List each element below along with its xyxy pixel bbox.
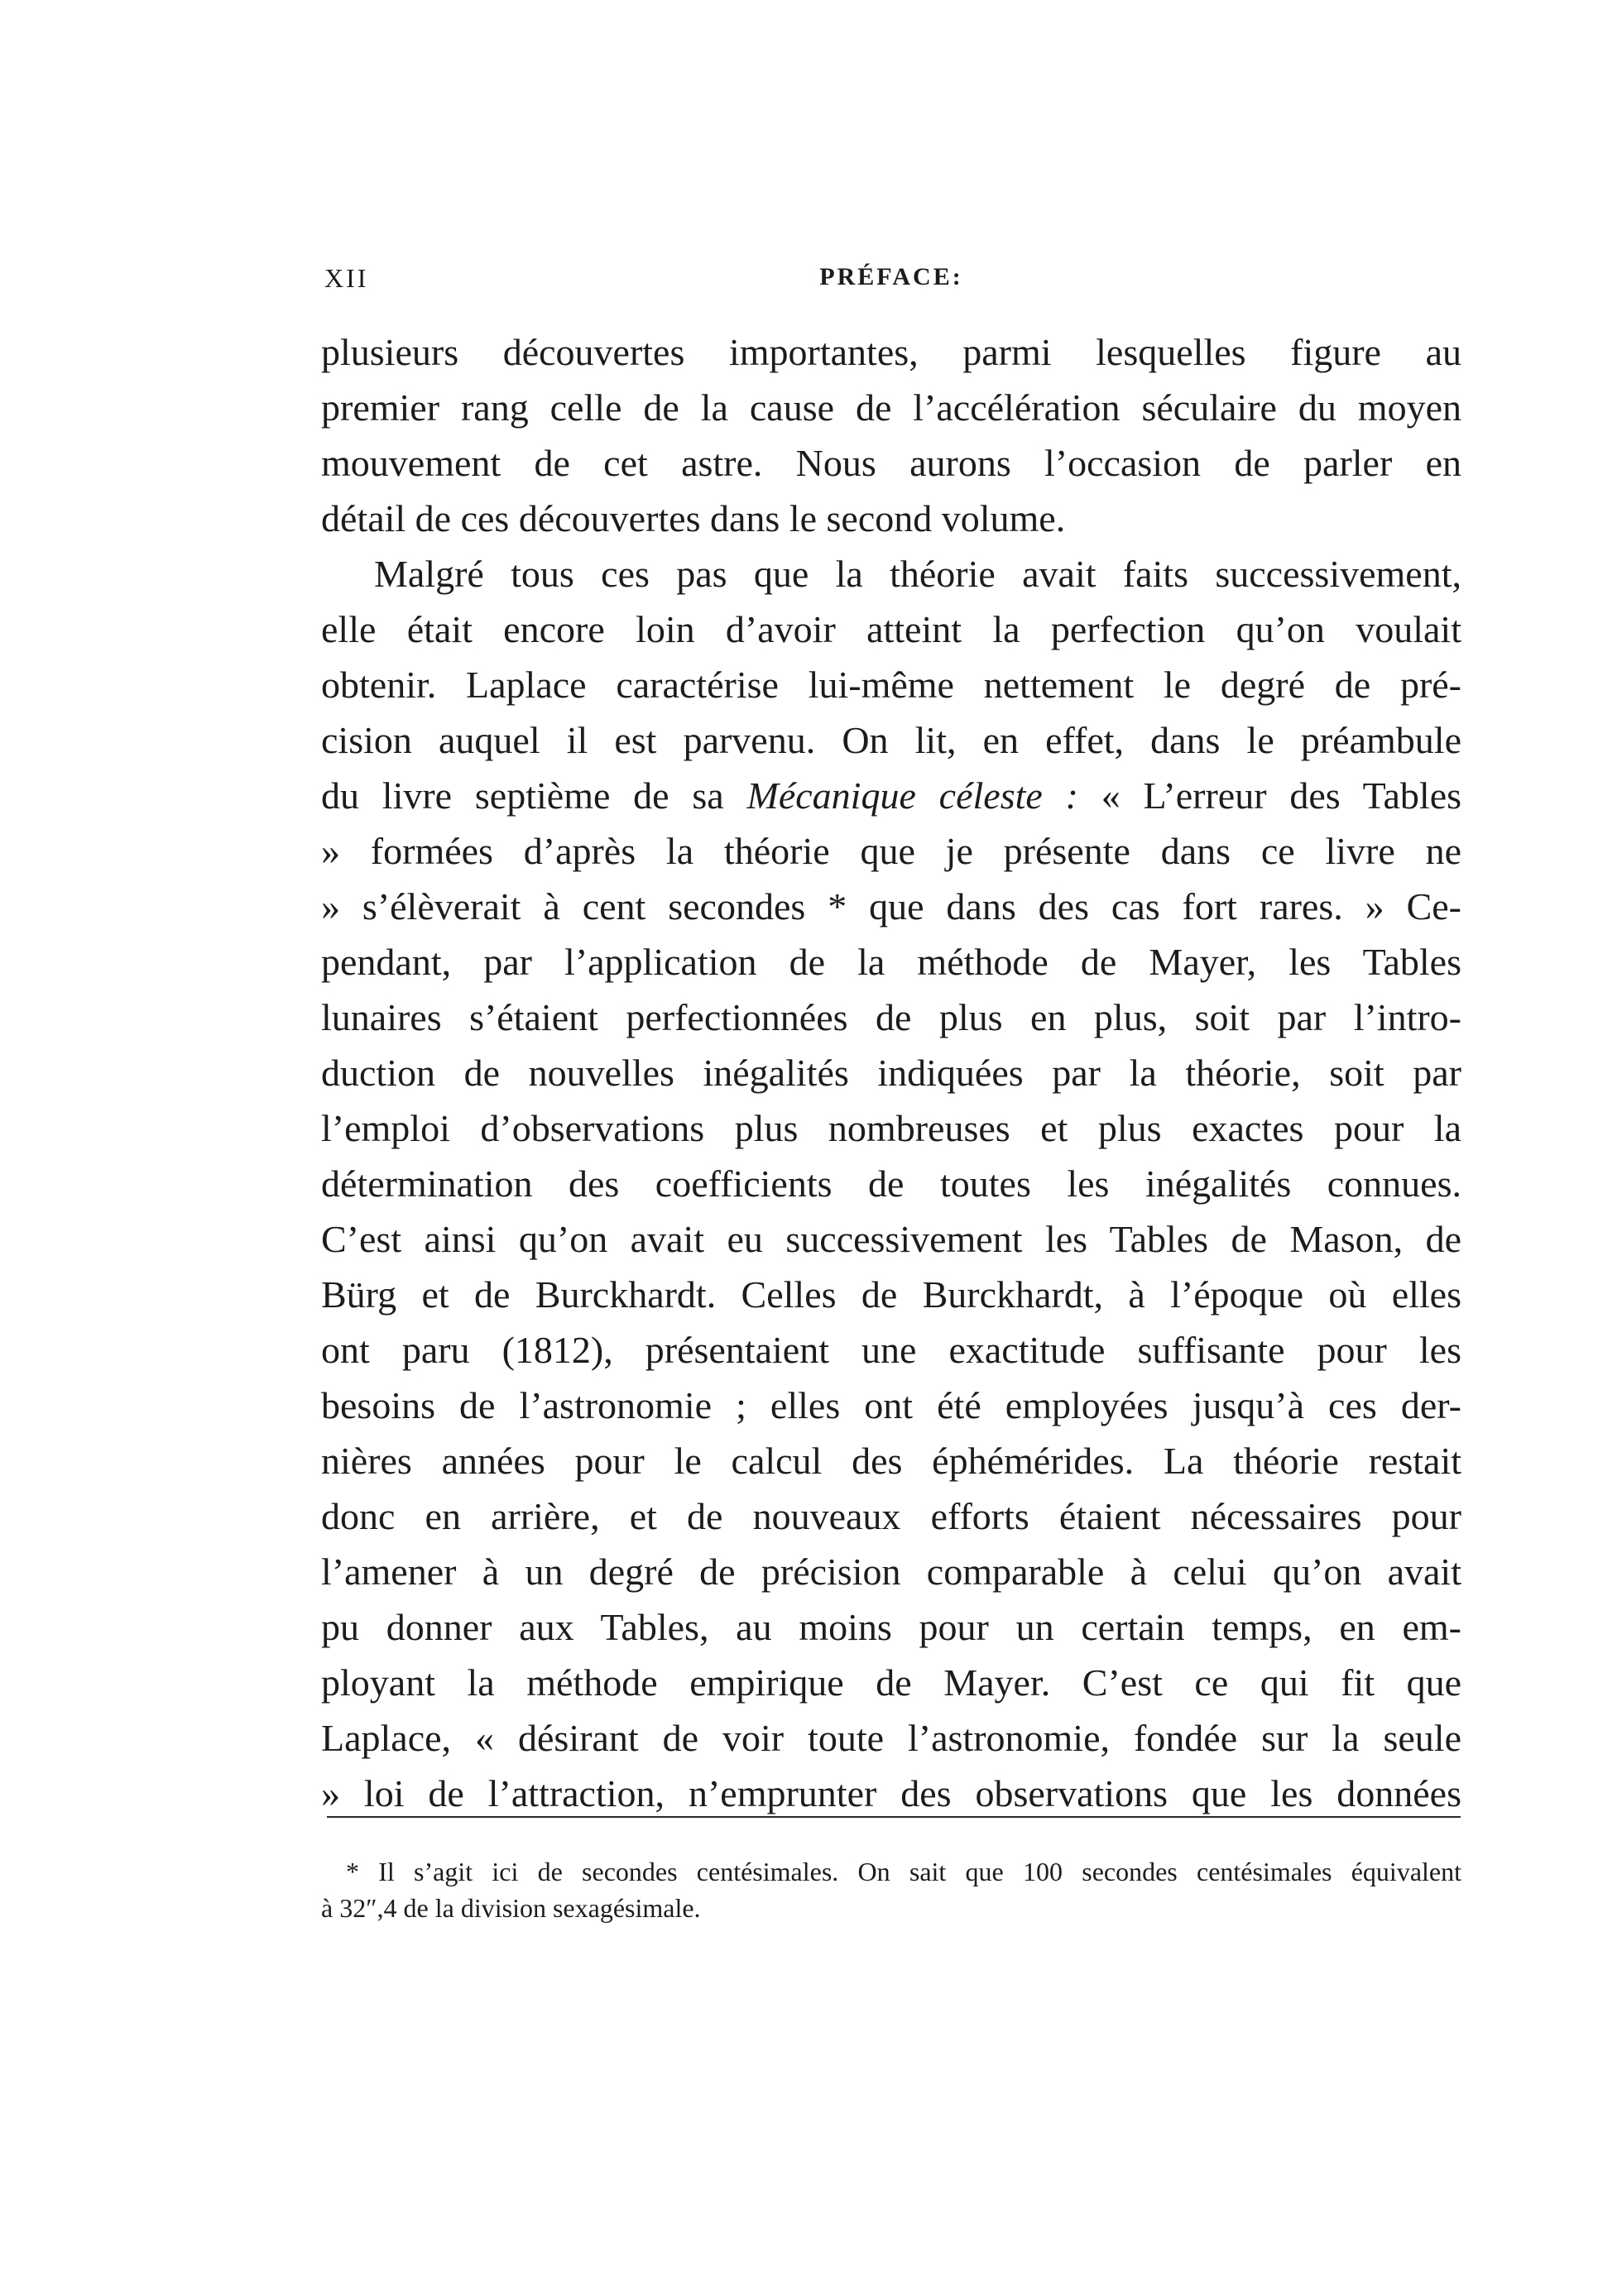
footnote-line: * Il s’agit ici de secondes centésimales. On sait que 100 secondes centésimales équivalent xyxy=(346,1857,1461,1886)
text-line: duction de nouvelles inégalités indiquées par la théorie, soit par xyxy=(321,1052,1461,1094)
text-line: détail de ces découvertes dans le second volume. xyxy=(321,497,1066,539)
text-line: ont paru (1812), présentaient une exactitude suffisante pour les xyxy=(321,1329,1461,1371)
text-line: pu donner aux Tables, au moins pour un certain temps, en em- xyxy=(321,1606,1461,1648)
book-title-italic: Mécanique céleste : xyxy=(746,774,1078,817)
text-line: mouvement de cet astre. Nous aurons l’occasion de parler en xyxy=(321,442,1461,484)
text-line: ployant la méthode empirique de Mayer. C’est ce qui fit que xyxy=(321,1661,1461,1704)
text-line: l’amener à un degré de précision comparable à celui qu’on avait xyxy=(321,1551,1461,1593)
body-text xyxy=(321,324,1461,1821)
text-line: cision auquel il est parvenu. On lit, en effet, dans le préambule xyxy=(321,719,1461,761)
footnote xyxy=(321,1853,1461,1926)
running-head xyxy=(324,263,1458,304)
text-line: premier rang celle de la cause de l’accélération séculaire du moyen xyxy=(321,386,1461,429)
text-line: détermination des coefficients de toutes les inégalités connues. xyxy=(321,1162,1461,1205)
text-line: pendant, par l’application de la méthode de Mayer, les Tables xyxy=(321,941,1461,983)
text-line: Bürg et de Burckhardt. Celles de Burckhardt, à l’époque où elles xyxy=(321,1273,1461,1316)
text-line: nières années pour le calcul des éphémérides. La théorie restait xyxy=(321,1440,1461,1482)
text-line: Malgré tous ces pas que la théorie avait faits successivement, xyxy=(374,553,1461,595)
text-line xyxy=(321,768,1461,823)
text-line: lunaires s’étaient perfectionnées de plus en plus, soit par l’intro- xyxy=(321,996,1461,1038)
page-number: XII xyxy=(324,263,369,293)
text-line: elle était encore loin d’avoir atteint la perfection qu’on voulait xyxy=(321,608,1461,650)
running-title: PRÉFACE: xyxy=(819,263,963,290)
text-line: plusieurs découvertes importantes, parmi lesquelles figure au xyxy=(321,331,1461,373)
text-line: l’emploi d’observations plus nombreuses et plus exactes pour la xyxy=(321,1107,1461,1149)
text-line: » formées d’après la théorie que je présente dans ce livre ne xyxy=(321,830,1461,872)
text-segment: du livre septième de sa xyxy=(321,774,724,817)
text-line: » s’élèverait à cent secondes * que dans des cas fort rares. » Ce- xyxy=(321,885,1461,928)
text-line: » loi de l’attraction, n’emprunter des observations que les données xyxy=(321,1772,1461,1814)
footnote-line: à 32″,4 de la division sexagésimale. xyxy=(321,1893,701,1923)
text-segment: « L’erreur des Tables xyxy=(1101,774,1462,817)
text-line: besoins de l’astronomie ; elles ont été employées jusqu’à ces der- xyxy=(321,1384,1461,1426)
text-line: donc en arrière, et de nouveaux efforts étaient nécessaires pour xyxy=(321,1495,1461,1537)
text-line: Laplace, « désirant de voir toute l’astronomie, fondée sur la seule xyxy=(321,1717,1461,1759)
footnote-divider xyxy=(327,1816,1461,1818)
text-line: obtenir. Laplace caractérise lui-même nettement le degré de pré- xyxy=(321,664,1461,706)
text-line: C’est ainsi qu’on avait eu successivement les Tables de Mason, de xyxy=(321,1218,1461,1260)
